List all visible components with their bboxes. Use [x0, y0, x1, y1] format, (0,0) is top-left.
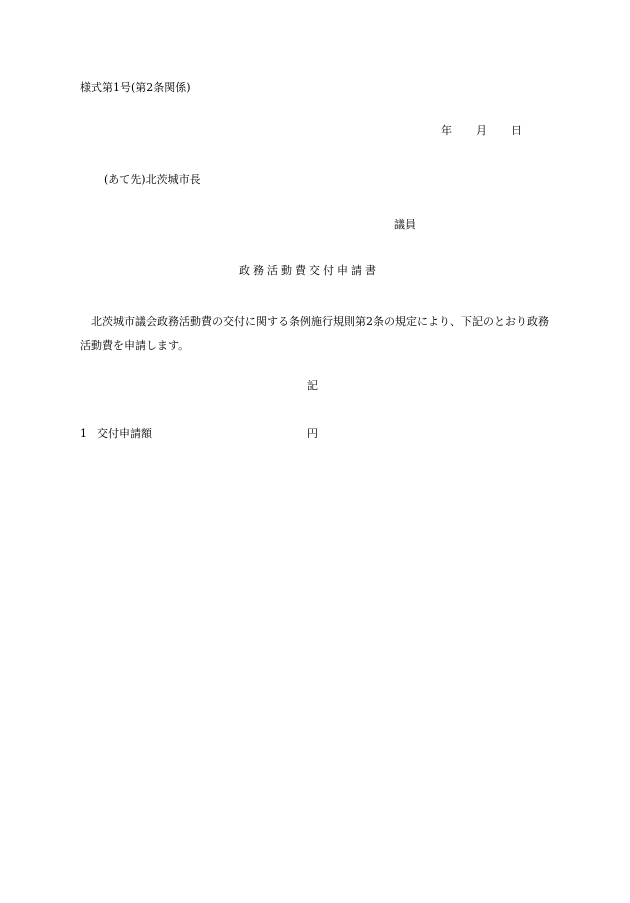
application-amount-row: [80, 427, 318, 440]
addressee: (あて先)北茨城市長: [104, 173, 201, 186]
item-unit: 円: [307, 427, 318, 440]
item-label: 交付申請額: [97, 427, 152, 440]
ki-heading: 記: [307, 379, 318, 392]
date-year: 年: [441, 124, 452, 137]
date-day: 日: [511, 124, 522, 137]
date-month: 月: [476, 124, 487, 137]
council-member-label: 議員: [394, 218, 416, 231]
body-paragraph: 北茨城市議会政務活動費の交付に関する条例施行規則第2条の規定により、下記のとおり政務活動費を申請します。: [80, 315, 549, 352]
document-title: 政務活動費交付申請書: [239, 264, 379, 277]
item-number: 1: [80, 427, 87, 440]
date-line: [441, 125, 522, 136]
form-number: 様式第1号(第2条関係): [80, 81, 191, 94]
